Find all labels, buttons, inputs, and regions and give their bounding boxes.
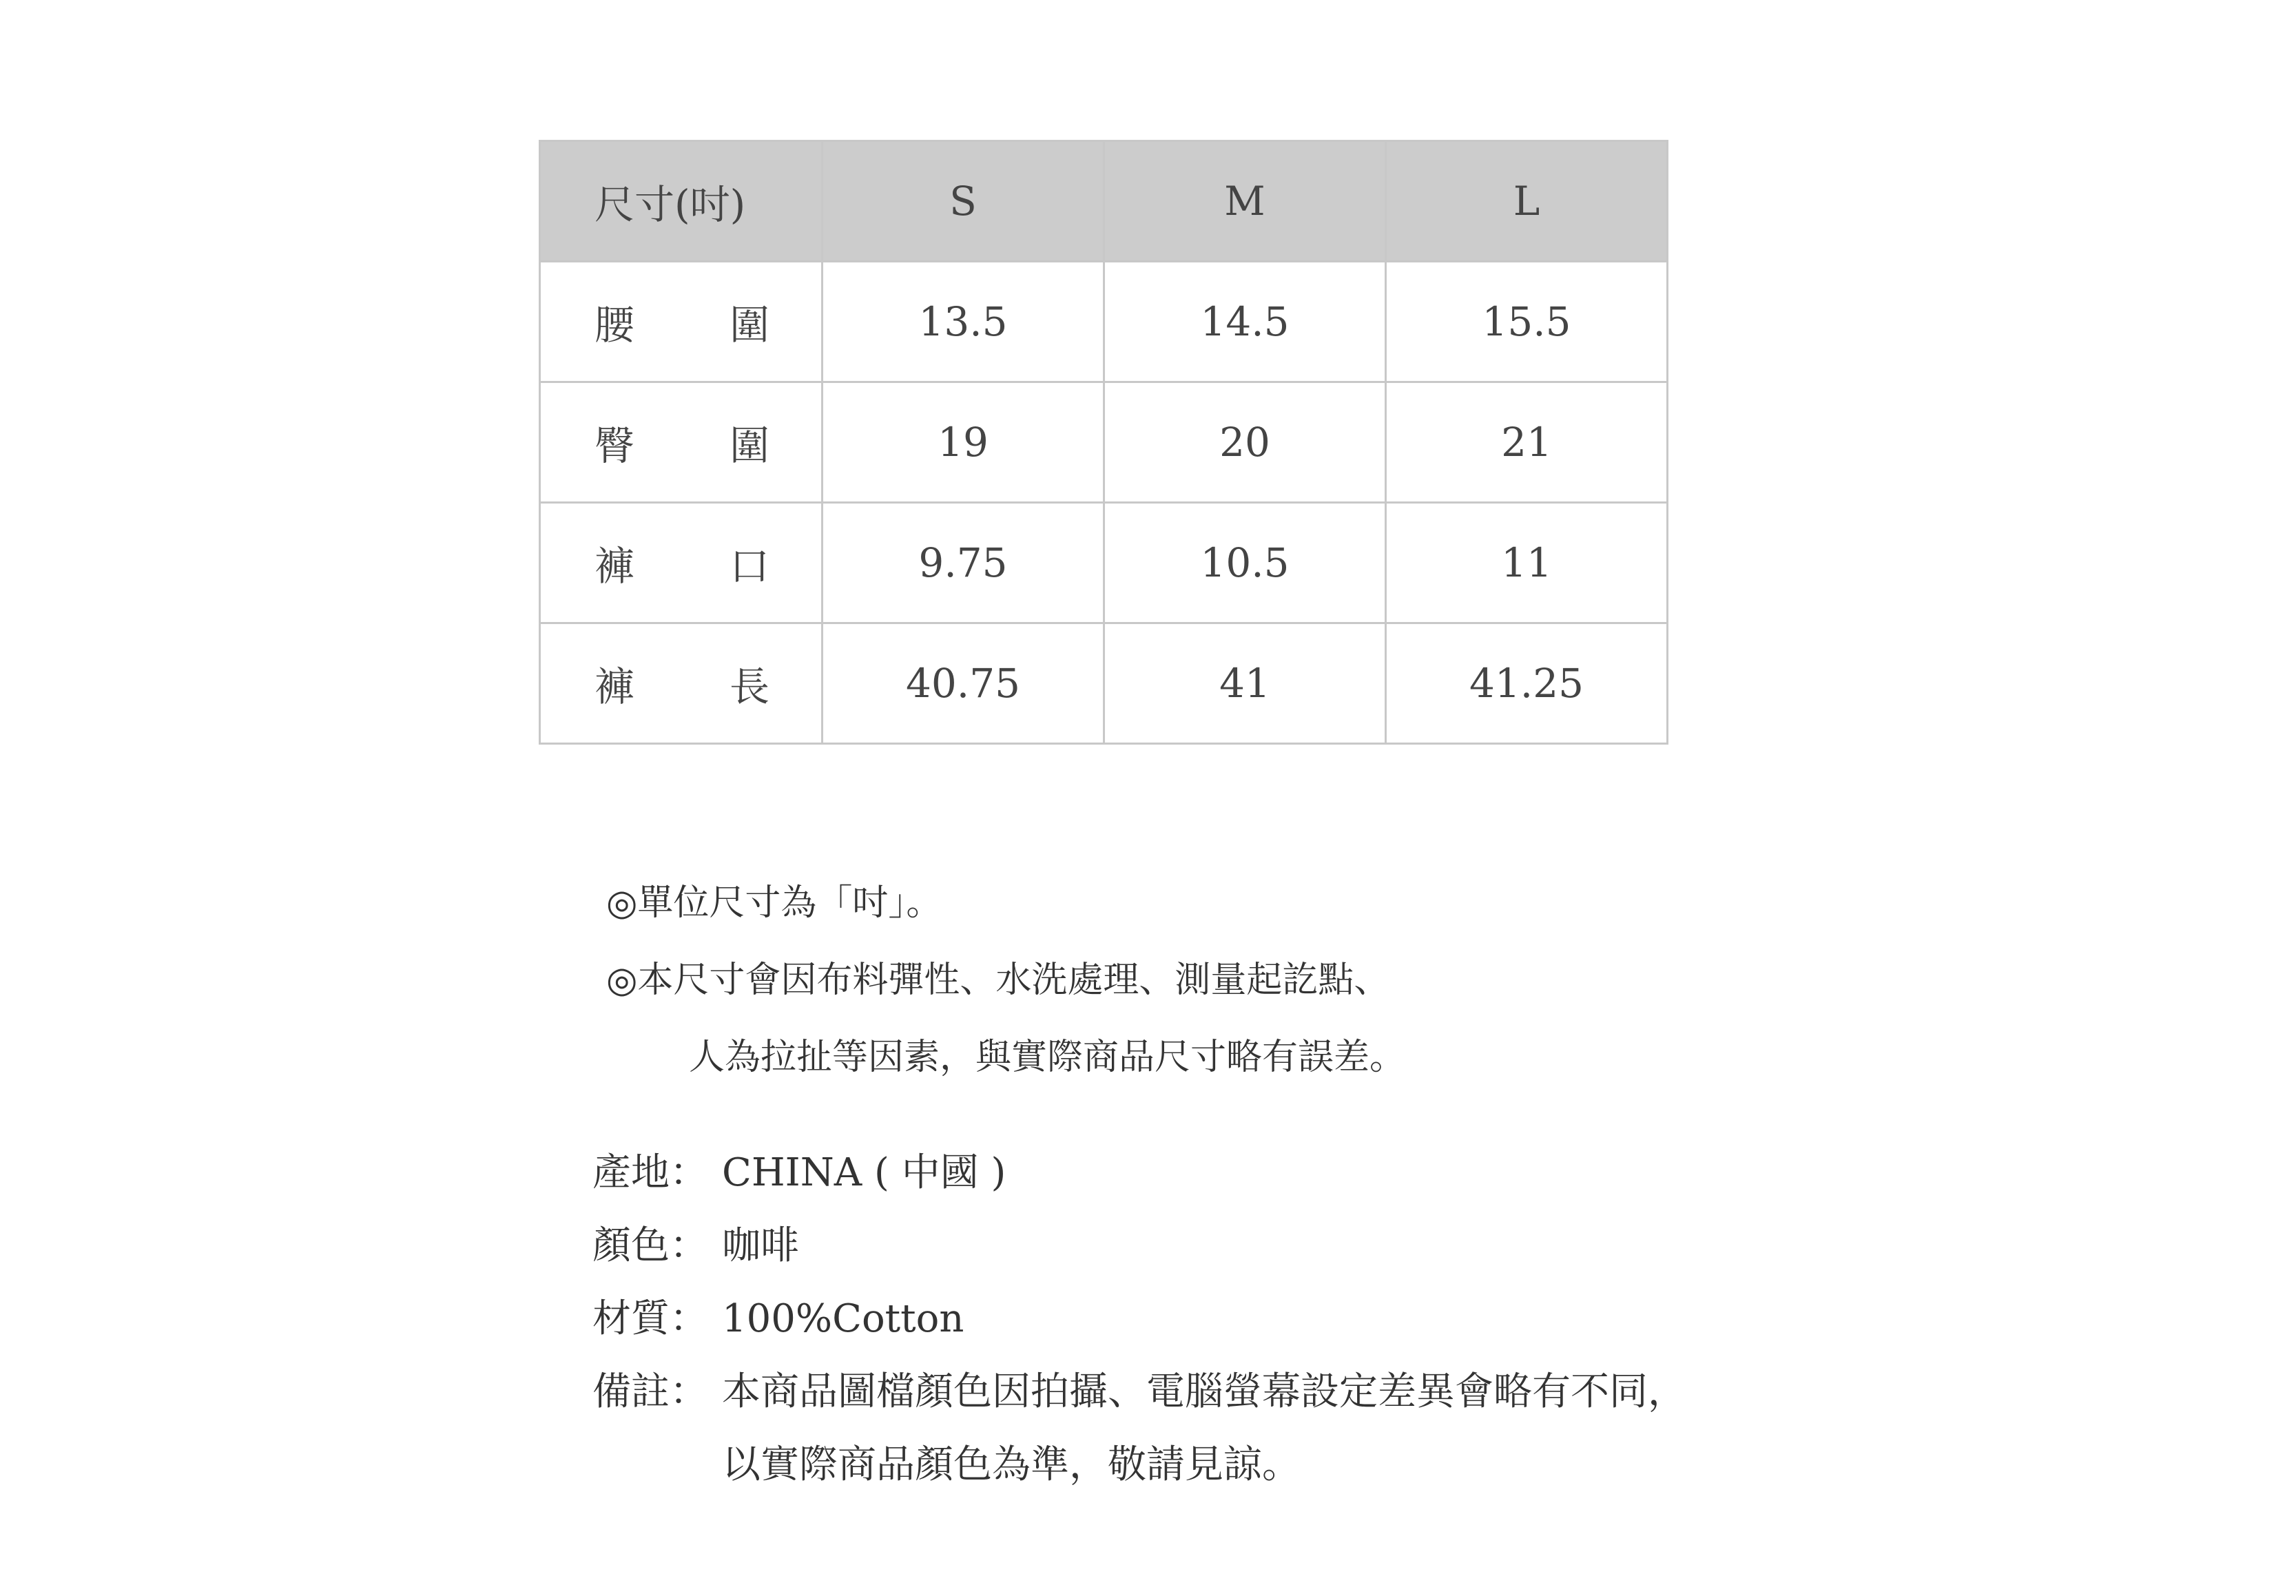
note-unit: ◎單位尺寸為「吋」。 xyxy=(606,882,942,924)
header-size-m: M xyxy=(1104,141,1386,262)
row-label-leg-opening: 褲 口 xyxy=(540,503,823,623)
material-label: 材質： xyxy=(592,1296,708,1341)
table-cell: 15.5 xyxy=(1386,262,1668,382)
header-size-l: L xyxy=(1386,141,1668,262)
info-origin xyxy=(592,1137,1686,1210)
note-tolerance: ◎本尺寸會因布料彈性、水洗處理、測量起訖點、 xyxy=(606,960,1390,1001)
size-notes xyxy=(606,864,1405,1096)
table-cell: 21 xyxy=(1386,382,1668,503)
info-color xyxy=(592,1210,1686,1283)
info-remark-cont xyxy=(592,1429,1686,1502)
table-row xyxy=(540,623,1668,744)
table-cell: 11 xyxy=(1386,503,1668,623)
table-cell: 20 xyxy=(1104,382,1386,503)
table-row xyxy=(540,382,1668,503)
color-label: 顏色： xyxy=(592,1223,708,1268)
remark-label: 備註： xyxy=(592,1369,708,1414)
info-remark xyxy=(592,1356,1686,1429)
row-label-waist: 腰 圍 xyxy=(540,262,823,382)
row-label-hip: 臀 圍 xyxy=(540,382,823,503)
table-cell: 14.5 xyxy=(1104,262,1386,382)
table-row xyxy=(540,262,1668,382)
table-header-row xyxy=(540,141,1668,262)
table-cell: 41.25 xyxy=(1386,623,1668,744)
header-size-unit: 尺寸(吋) xyxy=(540,141,823,262)
table-cell: 9.75 xyxy=(823,503,1104,623)
table-cell: 40.75 xyxy=(823,623,1104,744)
color-value: 咖啡 xyxy=(722,1223,799,1268)
table-row xyxy=(540,503,1668,623)
origin-value: CHINA ( 中國 ) xyxy=(722,1150,1006,1195)
size-table xyxy=(539,140,1668,745)
origin-label: 產地： xyxy=(592,1150,708,1195)
table-cell: 13.5 xyxy=(823,262,1104,382)
table-cell: 41 xyxy=(1104,623,1386,744)
header-size-s: S xyxy=(823,141,1104,262)
material-value: 100%Cotton xyxy=(722,1296,964,1341)
table-cell: 19 xyxy=(823,382,1104,503)
product-info xyxy=(592,1137,1686,1502)
note-tolerance-cont: 人為拉扯等因素，與實際商品尺寸略有誤差。 xyxy=(689,1037,1406,1078)
row-label-length: 褲 長 xyxy=(540,623,823,744)
remark-value-cont: 以實際商品顏色為準，敬請見諒。 xyxy=(722,1442,1301,1487)
remark-value: 本商品圖檔顏色因拍攝、電腦螢幕設定差異會略有不同， xyxy=(722,1369,1686,1414)
info-material xyxy=(592,1283,1686,1356)
table-cell: 10.5 xyxy=(1104,503,1386,623)
